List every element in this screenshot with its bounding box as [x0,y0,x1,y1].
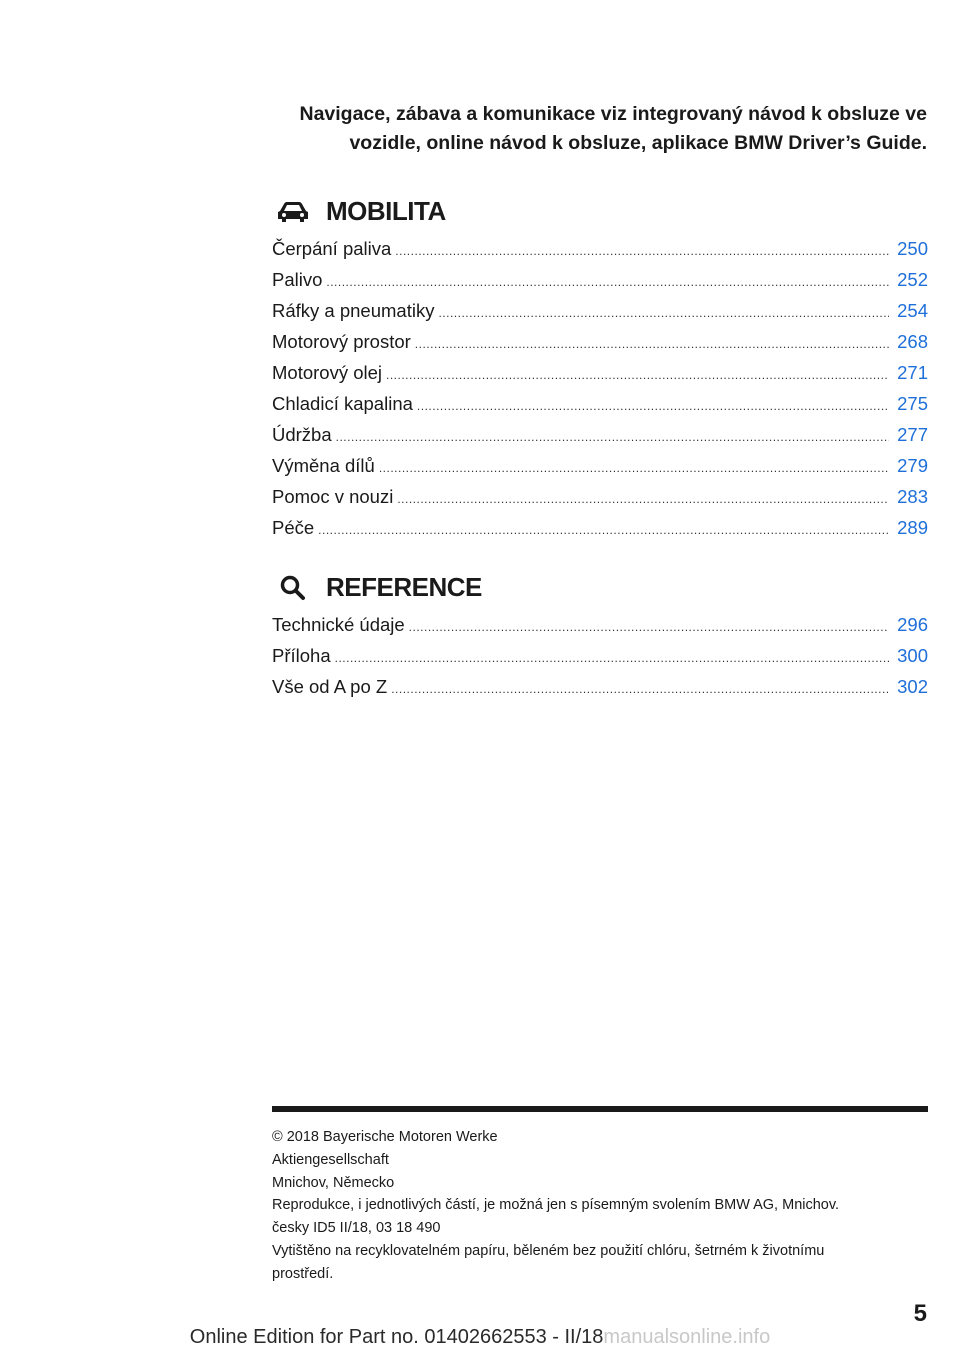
section-title-label: REFERENCE [326,572,482,602]
toc-page-link[interactable]: 277 [897,424,928,445]
imprint-line: Aktiengesellschaft [272,1151,389,1168]
toc-leader-dots [417,399,889,413]
toc-list-mobilita [272,238,928,548]
page-number: 5 [913,1300,927,1327]
toc-item[interactable] [272,362,928,393]
toc-item[interactable] [272,517,928,548]
toc-page-link[interactable]: 283 [897,486,928,507]
toc-item[interactable] [272,393,928,424]
car-icon [272,197,314,227]
section-title-reference [272,572,482,603]
footer-watermark: manualsonline.info [603,1326,771,1348]
toc-page-link[interactable]: 271 [897,362,928,383]
header-note [227,100,927,158]
toc-item[interactable] [272,645,928,676]
toc-item-label: Vše od A po Z [272,676,388,697]
toc-leader-dots [386,368,889,382]
toc-leader-dots [336,430,889,444]
toc-leader-dots [438,306,889,320]
toc-item[interactable] [272,455,928,486]
toc-item-label: Příloha [272,645,331,666]
toc-item[interactable] [272,238,928,269]
toc-item[interactable] [272,269,928,300]
imprint-line: © 2018 Bayerische Motoren Werke [272,1129,498,1145]
toc-item[interactable] [272,331,928,362]
toc-item[interactable] [272,486,928,517]
toc-item[interactable] [272,300,928,331]
section-title-label: MOBILITA [326,196,446,226]
header-note-line-2: vozidle, online návod k obsluze, aplikace BMW Driver’s Guide. [349,132,927,154]
toc-item-label: Výměna dílů [272,455,375,476]
toc-item-label: Chladicí kapalina [272,393,413,414]
toc-item-label: Ráfky a pneumatiky [272,300,435,321]
imprint [272,1126,928,1286]
search-icon [272,573,314,603]
toc-page-link[interactable]: 275 [897,393,928,414]
imprint-line: Vytištěno na recyklovatelném papíru, běleném bez použití chlóru, šetrném k životnímu [272,1242,825,1259]
toc-item[interactable] [272,676,928,707]
toc-leader-dots [409,620,889,634]
imprint-line: česky ID5 II/18, 03 18 490 [272,1220,441,1237]
header-note-line-1: Navigace, zábava a komunikace viz integrovaný návod k obsluze ve [299,103,927,125]
toc-page-link[interactable]: 289 [897,517,928,538]
toc-page-link[interactable]: 268 [897,331,928,352]
toc-leader-dots [415,337,889,351]
section-title-mobilita [272,196,446,227]
toc-item-label: Údržba [272,424,332,445]
toc-item-label: Čerpání paliva [272,238,392,259]
toc-page-link[interactable]: 296 [897,614,928,635]
toc-leader-dots [326,275,889,289]
toc-page-link[interactable]: 279 [897,455,928,476]
footer [0,1326,960,1349]
toc-item[interactable] [272,614,928,645]
toc-leader-dots [397,492,889,506]
toc-item-label: Motorový prostor [272,331,411,352]
toc-item-label: Motorový olej [272,362,383,383]
imprint-line: prostředí. [272,1265,334,1282]
toc-item-label: Technické údaje [272,614,405,635]
toc-leader-dots [395,244,889,258]
toc-leader-dots [379,461,889,475]
toc-leader-dots [318,523,889,537]
toc-page-link[interactable]: 250 [897,238,928,259]
toc-page-link[interactable]: 254 [897,300,928,321]
toc-page-link[interactable]: 252 [897,269,928,290]
toc-item[interactable] [272,424,928,455]
toc-item-label: Pomoc v nouzi [272,486,394,507]
toc-item-label: Palivo [272,269,323,290]
toc-list-reference [272,614,928,707]
toc-leader-dots [391,682,889,696]
footer-edition: Online Edition for Part no. 01402662553 - II/18 [189,1326,604,1348]
divider-rule [272,1106,928,1112]
imprint-line: Reprodukce, i jednotlivých částí, je možná jen s písemným svolením BMW AG, Mnichov. [272,1197,840,1214]
toc-page-link[interactable]: 300 [897,645,928,666]
toc-leader-dots [335,651,890,665]
toc-item-label: Péče [272,517,315,538]
toc-page-link[interactable]: 302 [897,676,928,697]
imprint-line: Mnichov, Německo [272,1174,395,1191]
